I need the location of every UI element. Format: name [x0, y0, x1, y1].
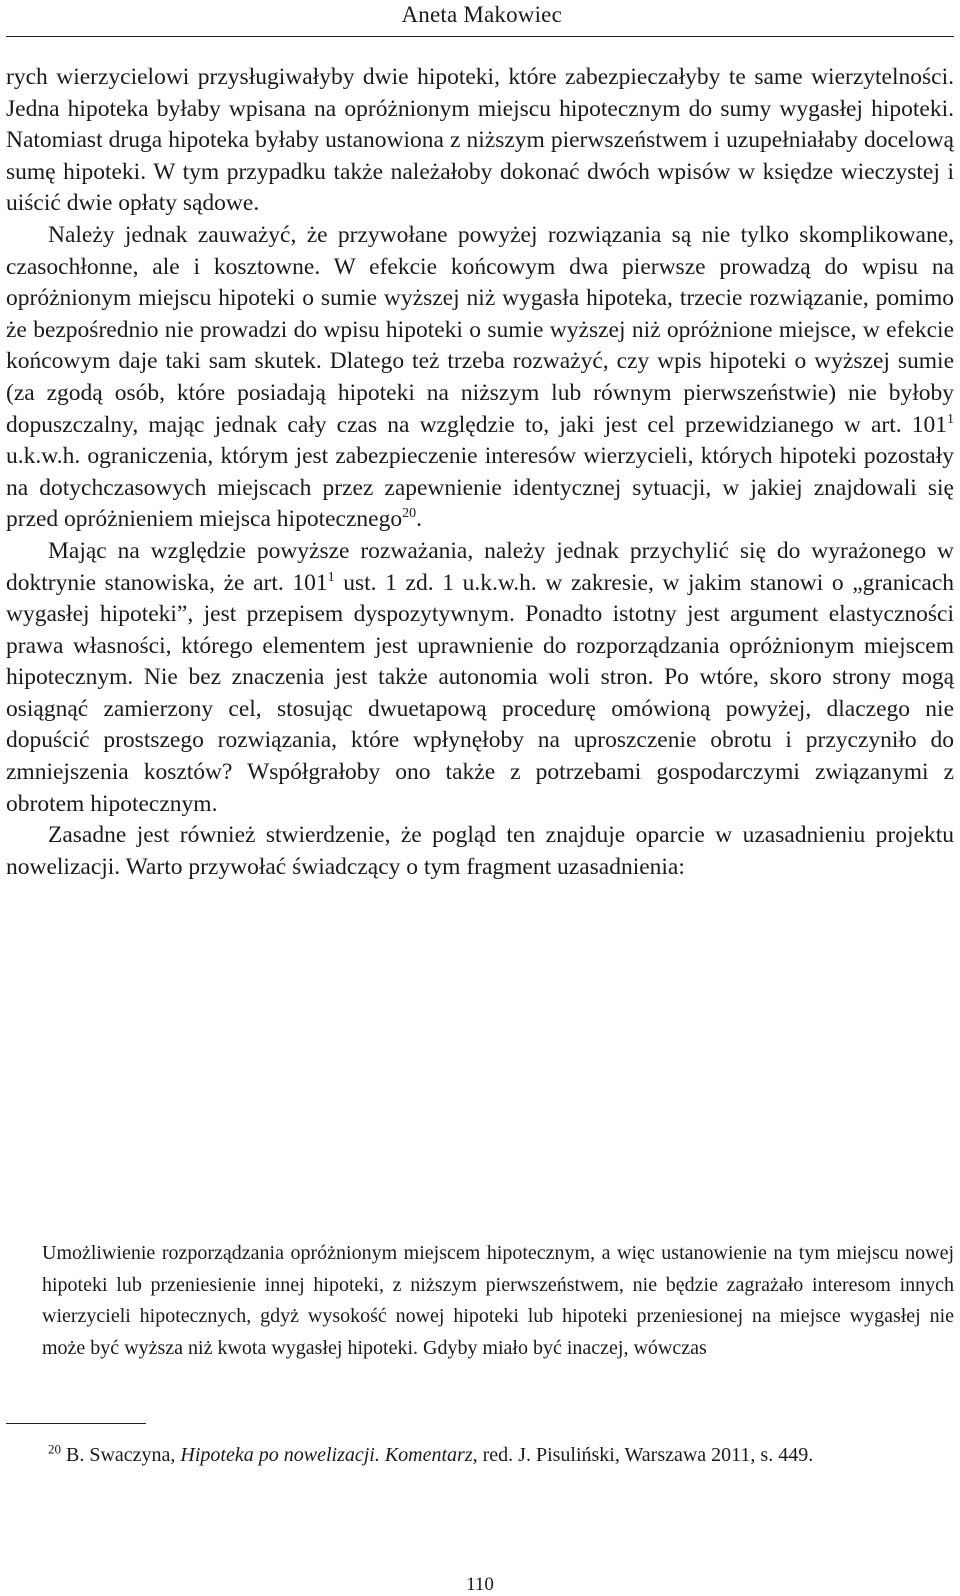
superscript: 1	[327, 569, 335, 585]
text-run: rych wierzycielowi przysługiwałyby dwie hipoteki, które zabezpieczałyby te same wierzytelności. Jedna hipoteka byłaby wpisana na opróżnionym miejscu hipotecznym do sumy wygasłej hipoteki. Natomiast druga hipoteka byłaby ustanowiona z niższym pierwszeństwem i uzupełniałaby docelową sumę hipoteki. W tym przypadku także należałoby dokonać dwóch wpisów w księdze wieczystej i uiścić dwie opłaty sądowe.	[6, 64, 954, 217]
footnote	[6, 1440, 954, 1472]
paragraph	[6, 220, 954, 536]
text-run: Zasadne jest również stwierdzenie, że pogląd ten znajduje oparcie w uzasadnieniu projektu nowelizacji. Warto przywołać świadczący o tym fragment uzasadnienia:	[6, 822, 954, 880]
text-run: .	[416, 506, 422, 533]
text-run: , red. J. Pisuliński, Warszawa 2011, s. 449.	[472, 1444, 814, 1466]
main-text	[6, 62, 954, 883]
block-quote	[42, 1238, 954, 1364]
text-run: B. Swaczyna,	[61, 1444, 181, 1466]
footnote-text	[6, 1440, 954, 1472]
paragraph	[6, 536, 954, 820]
footnote-separator	[6, 1423, 146, 1424]
running-header	[6, 0, 954, 37]
text-run: ust. 1 zd. 1 u.k.w.h. w zakresie, w jakim stanowi o „granicach wygasłej hipoteki”, jest przepisem dyspozytywnym. Ponadto istotny jest argument elastyczności prawa własności, którego elementem jest uprawnienie do rozporządzania opróżnionym miejscem hipotecznym. Nie bez znaczenia jest także autonomia woli stron. Po wtóre, skoro strony mogą osiągnąć zamierzony cel, stosując dwuetapową procedurę omówioną powyżej, dlaczego nie dopuścić prostszego rozwiązania, które wpłynęłoby na uproszczenie obrotu i przyczyniło do zmniejszenia kosztów? Współgrałoby ono także z potrzebami gospodarczymi związanymi z obrotem hipotecznym.	[6, 569, 955, 817]
page-number: 110	[466, 1574, 494, 1595]
text-run: Należy jednak zauważyć, że przywołane powyżej rozwiązania są nie tylko skomplikowane, czasochłonne, ale i kosztowne. W efekcie końcowym dwa pierwsze prowadzą do wpisu na opróżnionym miejscu hipoteki o sumie wyższej niż wygasła hipoteka, trzecie rozwiązanie, pomimo że bezpośrednio nie prowadzi do wpisu hipoteki o sumie wyższej niż opróżnione miejsce, w efekcie końcowym daje taki sam skutek. Dlatego też trzeba rozważyć, czy wpis hipoteki o wyższej sumie (za zgodą osób, które posiadają hipoteki na niższym lub równym pierwszeństwie) nie byłoby dopuszczalny, mając jednak cały czas na względzie to, jaki jest cel przewidzianego w art. 101	[6, 221, 954, 438]
italic-title: Hipoteka po nowelizacji. Komentarz	[180, 1444, 473, 1466]
superscript: 1	[947, 411, 954, 427]
text-run: u.k.w.h. ograniczenia, którym jest zabezpieczenie interesów wierzycieli, których hipoteki pozostały na dotychczasowych miejscach przez zapewnienie identycznej sytuacji, w jakiej znajdowali się przed opróżnieniem miejsca hipotecznego	[6, 443, 954, 533]
paragraph	[6, 820, 954, 883]
footnote-number: 20	[48, 1441, 61, 1457]
text-run: Mając na względzie powyższe rozważania, należy jednak przychylić się do wyrażonego w doktrynie stanowiska, że art. 101	[6, 537, 954, 596]
paragraph	[6, 62, 954, 220]
quote-text: Umożliwienie rozporządzania opróżnionym miejscem hipotecznym, a więc ustanowienie na tym miejscu nowej hipoteki lub przeniesienie innej hipoteki, z niższym pierwszeństwem, nie będzie zagrażało interesom innych wierzycieli hipotecznych, gdyż wysokość nowej hipoteki lub hipoteki przeniesionej na miejsce wygasłej nie może być wyższa niż kwota wygasłej hipoteki. Gdyby miało być inaczej, wówczas	[42, 1242, 954, 1359]
superscript: 20	[402, 506, 417, 522]
header-author: Aneta Makowiec	[401, 2, 562, 27]
